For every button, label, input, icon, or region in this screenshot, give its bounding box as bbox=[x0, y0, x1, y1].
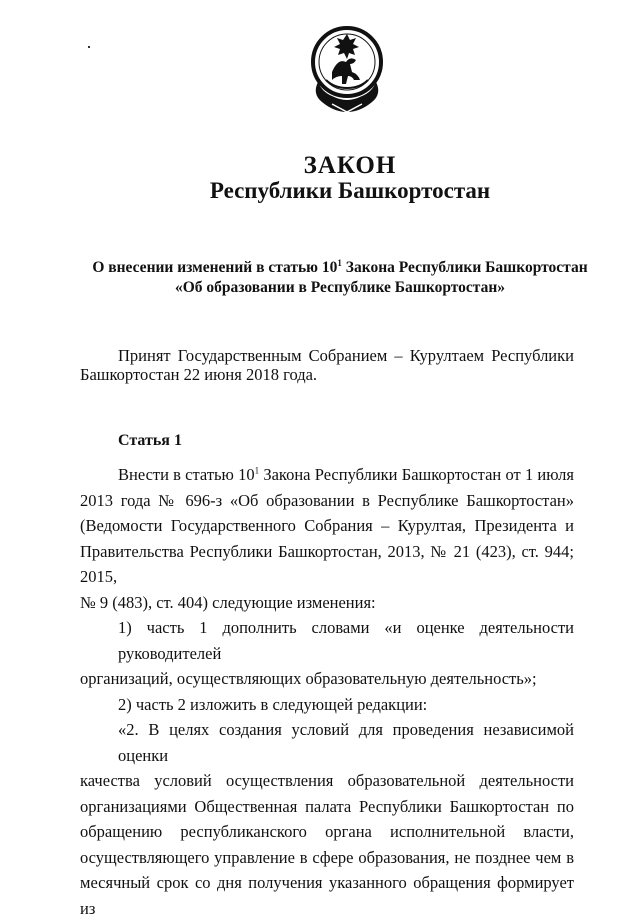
superscript: 1 bbox=[254, 465, 260, 476]
superscript: 1 bbox=[337, 257, 342, 268]
intro-line-3: (Ведомости Государственного Собрания – Курултая, Президента и bbox=[80, 516, 574, 535]
quote-line-5: осуществляющего управление в сфере образования, не позднее чем в bbox=[80, 847, 574, 867]
quote-line-2: качества условий осуществления образовательной деятельности bbox=[80, 771, 574, 790]
adoption-note bbox=[80, 346, 574, 384]
article-heading: Статья 1 bbox=[118, 432, 182, 449]
bashkortostan-emblem-icon bbox=[302, 20, 392, 120]
quote-line-3: организациями Общественная палата Республики Башкортостан по bbox=[80, 796, 574, 816]
intro-1a: Внести в статью 10 bbox=[118, 465, 255, 484]
subject-line-2: «Об образовании в Республике Башкортостан» bbox=[174, 279, 506, 296]
subject-line-1 bbox=[80, 258, 600, 278]
intro-line-1 bbox=[80, 462, 574, 488]
intro-1b: Закона Республики Башкортостан от 1 июля bbox=[259, 465, 574, 484]
item-1-line-2: организаций, осуществляющих образовательную деятельность»; bbox=[80, 669, 537, 688]
intro-line-5: № 9 (483), ст. 404) следующие изменения: bbox=[80, 592, 376, 612]
item-1-line-1: 1) часть 1 дополнить словами «и оценке деятельности руководителей bbox=[118, 618, 574, 663]
republic-title: Республики Башкортостан bbox=[209, 178, 491, 203]
article-body bbox=[80, 462, 574, 921]
intro-line-2: 2013 года № 696-з «Об образовании в Республике Башкортостан» bbox=[80, 490, 574, 510]
quote-line-4: обращению республиканского органа исполнительной власти, bbox=[80, 822, 574, 841]
subject-line-1b: Закона Республики Башкортостан bbox=[341, 259, 588, 276]
adoption-line-1: Принят Государственным Собранием – Курултаем Республики bbox=[118, 346, 574, 365]
subject-line-1a: О внесении изменений в статью 10 bbox=[92, 259, 338, 276]
intro-line-4: Правительства Республики Башкортостан, 2013, № 21 (423), ст. 944; 2015, bbox=[80, 541, 574, 586]
law-title: ЗАКОН bbox=[303, 152, 397, 179]
scan-speck bbox=[88, 46, 90, 48]
quote-line-6: месячный срок со дня получения указанного обращения формирует из bbox=[80, 873, 574, 918]
quote-line-1: «2. В целях создания условий для проведения независимой оценки bbox=[118, 720, 574, 765]
law-subject bbox=[80, 258, 600, 298]
item-2: 2) часть 2 изложить в следующей редакции: bbox=[118, 694, 428, 714]
adoption-line-2: Башкортостан 22 июня 2018 года. bbox=[80, 365, 318, 384]
